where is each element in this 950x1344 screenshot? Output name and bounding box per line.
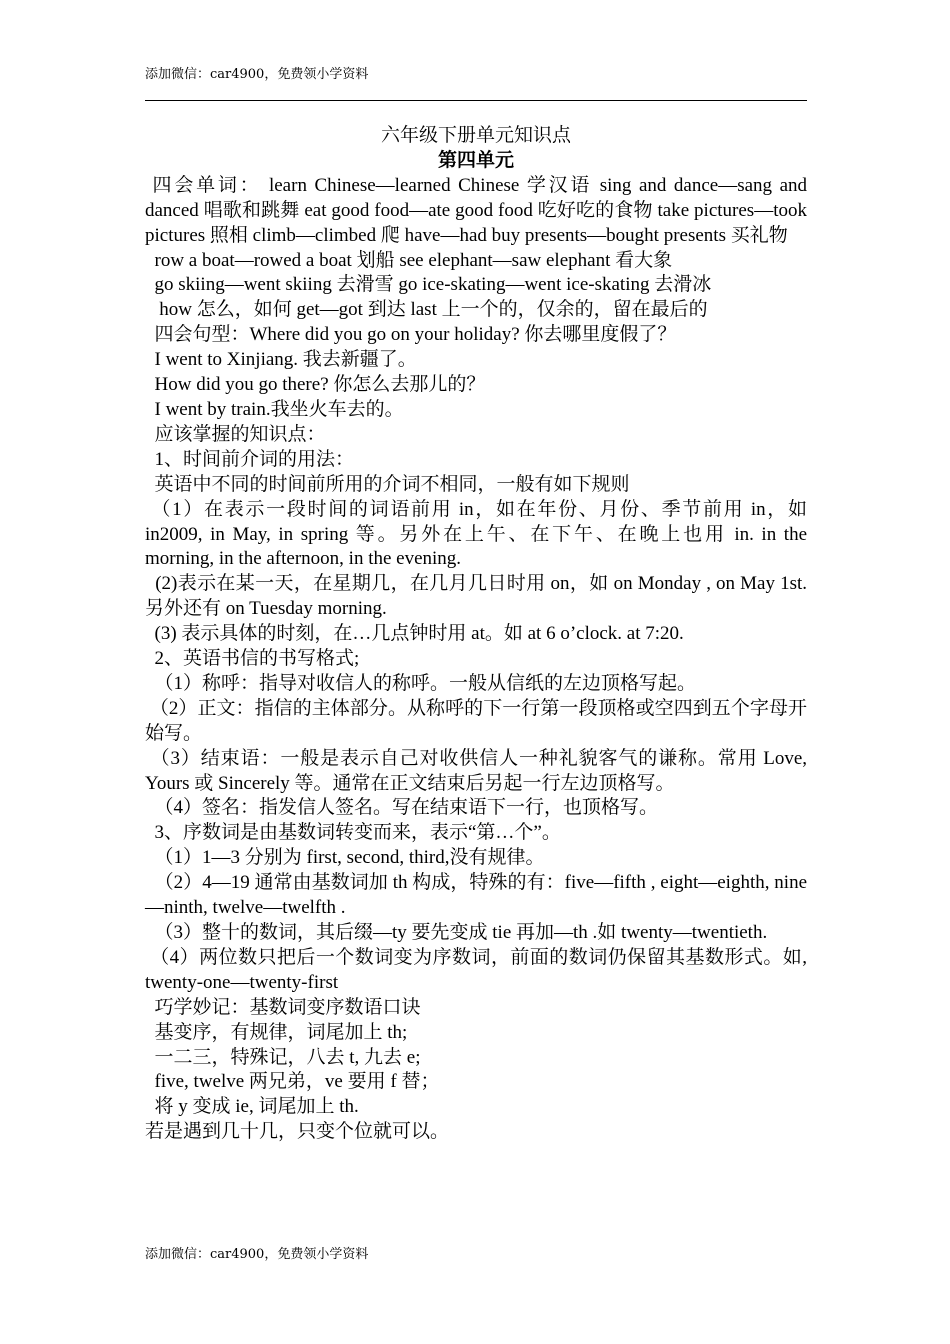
paragraph: 一二三，特殊记，八去 t, 九去 e; xyxy=(145,1046,421,1068)
paragraph: 将 y 变成 ie, 词尾加上 th. xyxy=(145,1096,359,1118)
paragraph: 四会句型：Where did you go on your holiday? 你去哪里度假了？ xyxy=(145,324,677,346)
paragraph: 英语中不同的时间前所用的介词不相同，一般有如下规则 xyxy=(145,473,630,495)
paragraph: five, twelve 两兄弟，ve 要用 f 替； xyxy=(145,1071,440,1093)
page-footer: 添加微信：car4900，免费领小学资料 xyxy=(145,1247,369,1262)
paragraph: （1）1—3 分别为 first, second, third,没有规律。 xyxy=(145,847,545,869)
paragraph: 基变序，有规律，词尾加上 th; xyxy=(145,1021,408,1043)
paragraph: （2）4—19 通常由基数词加 th 构成，特殊的有：five—fifth , eight—eighth, nine—ninth, twelve—twelfth . xyxy=(145,872,808,919)
paragraph: row a boat—rowed a boat 划船 see elephant—saw elephant 看大象 xyxy=(145,249,673,271)
document-body xyxy=(145,124,812,1145)
header-divider xyxy=(145,100,807,101)
paragraph: 3、序数词是由基数词转变而来，表示“第…个”。 xyxy=(145,822,561,844)
page-header: 添加微信：car4900，免费领小学资料 xyxy=(145,67,369,82)
paragraph: （3）结束语：一般是表示自己对收供信人一种礼貌客气的谦称。常用 Love, Yours 或 Sincerely 等。通常在正文结束后另起一行左边顶格写。 xyxy=(145,747,812,794)
paragraph: how 怎么，如何 get—got 到达 last 上一个的，仅余的，留在最后的 xyxy=(145,299,708,321)
paragraph: （3）整十的数词，其后缀—ty 要先变成 tie 再加—th .如 twenty—twentieth. xyxy=(145,922,768,943)
paragraph: 1、时间前介词的用法： xyxy=(145,448,355,470)
paragraph: 巧学妙记：基数词变序数语口诀 xyxy=(145,996,421,1018)
unit-title: 第四单元 xyxy=(437,149,514,171)
paragraph: I went by train.我坐火车去的。 xyxy=(145,398,404,420)
paragraph: （4）签名：指发信人签名。写在结束语下一行，也顶格写。 xyxy=(145,797,659,819)
paragraph: (3) 表示具体的时刻，在…几点钟时用 at。如 at 6 o’clock. at 7:20. xyxy=(145,623,684,645)
paragraph: 应该掌握的知识点： xyxy=(145,423,326,445)
paragraph: （1）称呼：指导对收信人的称呼。一般从信纸的左边顶格写起。 xyxy=(145,672,697,694)
paragraph: I went to Xinjiang. 我去新疆了。 xyxy=(145,349,417,371)
paragraph: 2、英语书信的书写格式; xyxy=(145,648,360,670)
paragraph: go skiing—went skiing 去滑雪 go ice-skating—went ice-skating 去滑冰 xyxy=(145,274,712,296)
paragraph: （2）正文：指信的主体部分。从称呼的下一行第一段顶格或空四到五个字母开始写。 xyxy=(145,697,807,744)
paragraph: （1）在表示一段时间的词语前用 in，如在年份、月份、季节前用 in，如 in2009, in May, in spring 等。另外在上午、在下午、在晚上也用 in. in the morning, in the afternoon, in the evening. xyxy=(145,498,812,570)
paragraph: 四会单词： learn Chinese—learned Chinese 学汉语 sing and dance—sang and danced 唱歌和跳舞 eat good food—ate good food 吃好吃的食物 take pictures—took pictures 照相 climb—climbed 爬 have—had buy presents—bought presents 买礼物 xyxy=(145,174,812,246)
paragraph: How did you go there? 你怎么去那儿的？ xyxy=(145,374,486,396)
paragraph: (2)表示在某一天，在星期几，在几月几日时用 on，如 on Monday , on May 1st. 另外还有 on Tuesday morning. xyxy=(145,573,812,620)
paragraph: 若是遇到几十几，只变个位就可以。 xyxy=(145,1121,450,1143)
paragraph: （4）两位数只把后一个数词变为序数词，前面的数词仍保留其基数形式。如, twenty-one—twenty-first xyxy=(145,946,812,993)
document-title: 六年级下册单元知识点 xyxy=(380,125,571,146)
